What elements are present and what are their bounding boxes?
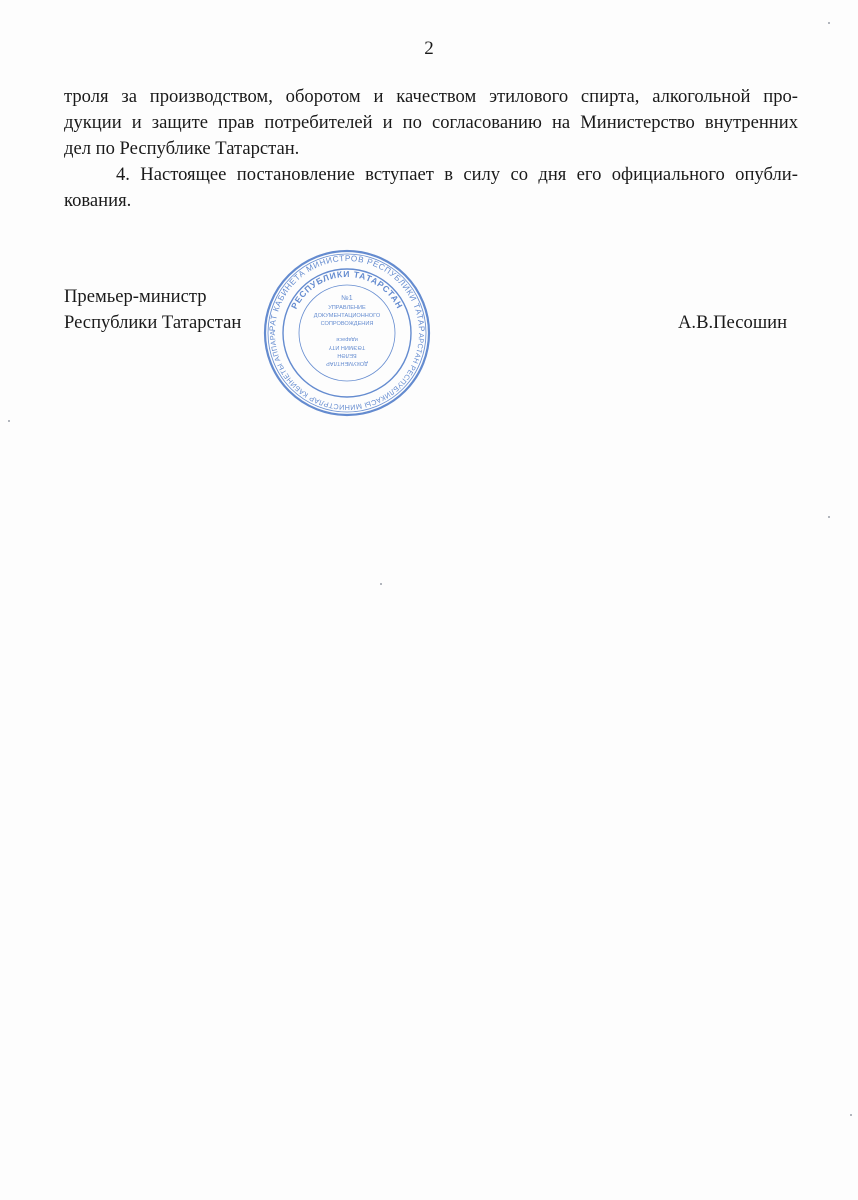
word: дня	[538, 164, 567, 185]
scan-speck	[828, 22, 830, 24]
word: внутренних	[704, 112, 798, 133]
word: на	[551, 112, 571, 133]
word: и	[373, 86, 384, 107]
word: его	[576, 164, 602, 185]
word: Настоящее	[140, 164, 227, 185]
word: по	[402, 112, 422, 133]
scan-speck	[380, 583, 382, 585]
word: про-	[763, 86, 798, 107]
word: троля	[64, 86, 109, 107]
stamp-inverted-line-2: БЕЛӘН	[337, 352, 357, 358]
word: Министерство	[580, 112, 695, 133]
page-number: 2	[424, 38, 434, 59]
scan-speck	[850, 1114, 852, 1116]
word: прав	[218, 112, 255, 133]
word: и	[131, 112, 142, 133]
signatory-name: А.В.Песошин	[678, 312, 788, 333]
paragraph-1-line-2	[64, 110, 798, 136]
word: защите	[151, 112, 208, 133]
signatory-position-line-1: Премьер-министр	[64, 286, 207, 307]
word: силу	[463, 164, 501, 185]
paragraph-2-line-2: кования.	[64, 190, 132, 211]
stamp-inverted-line-4: идарәсе	[336, 336, 358, 342]
word: дукции	[64, 112, 122, 133]
stamp-center-line-1: УПРАВЛЕНИЕ	[328, 305, 366, 311]
stamp-inverted-line-3: ТӘЭМИН ИТҮ	[328, 344, 366, 350]
word: производством,	[149, 86, 273, 107]
signatory-position	[64, 284, 241, 336]
stamp-center-line-3: СОПРОВОЖДЕНИЯ	[320, 321, 374, 327]
word: опубли-	[735, 164, 798, 185]
paragraph-1-line-1	[64, 84, 798, 110]
stamp-inner-ring-text: РЕСПУБЛИКИ ТАТАРСТАН	[288, 268, 406, 311]
word: 4.	[116, 164, 130, 185]
word: качеством	[396, 86, 477, 107]
stamp-center-line-2: ДОКУМЕНТАЦИОННОГО	[313, 313, 381, 319]
body-text	[64, 84, 798, 214]
signatory-position-line-2: Республики Татарстан	[64, 312, 242, 333]
word: спирта,	[580, 86, 640, 107]
word: официального	[611, 164, 725, 185]
word: этилового	[489, 86, 569, 107]
word: со	[510, 164, 529, 185]
word: алкогольной	[652, 86, 751, 107]
word: и	[382, 112, 393, 133]
stamp-inverted-line-1: ДОКУМЕНТЛАР	[326, 360, 368, 366]
scan-speck	[828, 516, 830, 518]
word: за	[121, 86, 137, 107]
word: вступает	[365, 164, 434, 185]
paragraph-2-line-1	[64, 162, 798, 188]
word: согласованию	[431, 112, 542, 133]
scan-speck	[8, 420, 10, 422]
stamp-number: №1	[341, 295, 353, 302]
word: в	[444, 164, 453, 185]
word: оборотом	[285, 86, 361, 107]
stamp-outer-ring-text: РАТ КАБИНЕТА МИНИСТРОВ РЕСПУБЛИКИ ТАТАР	[267, 253, 427, 333]
stamp-seal-icon	[262, 248, 432, 418]
stamp-bottom-ring-text: АРСТАН РЕСПУБЛИКАСЫ МИНИСТРЛАР КАБИНЕТЫ АППАРА	[267, 330, 427, 413]
paragraph-1-line-3: дел по Республике Татарстан.	[64, 138, 300, 159]
official-stamp	[262, 248, 432, 418]
word: постановление	[236, 164, 355, 185]
word: потребителей	[264, 112, 373, 133]
